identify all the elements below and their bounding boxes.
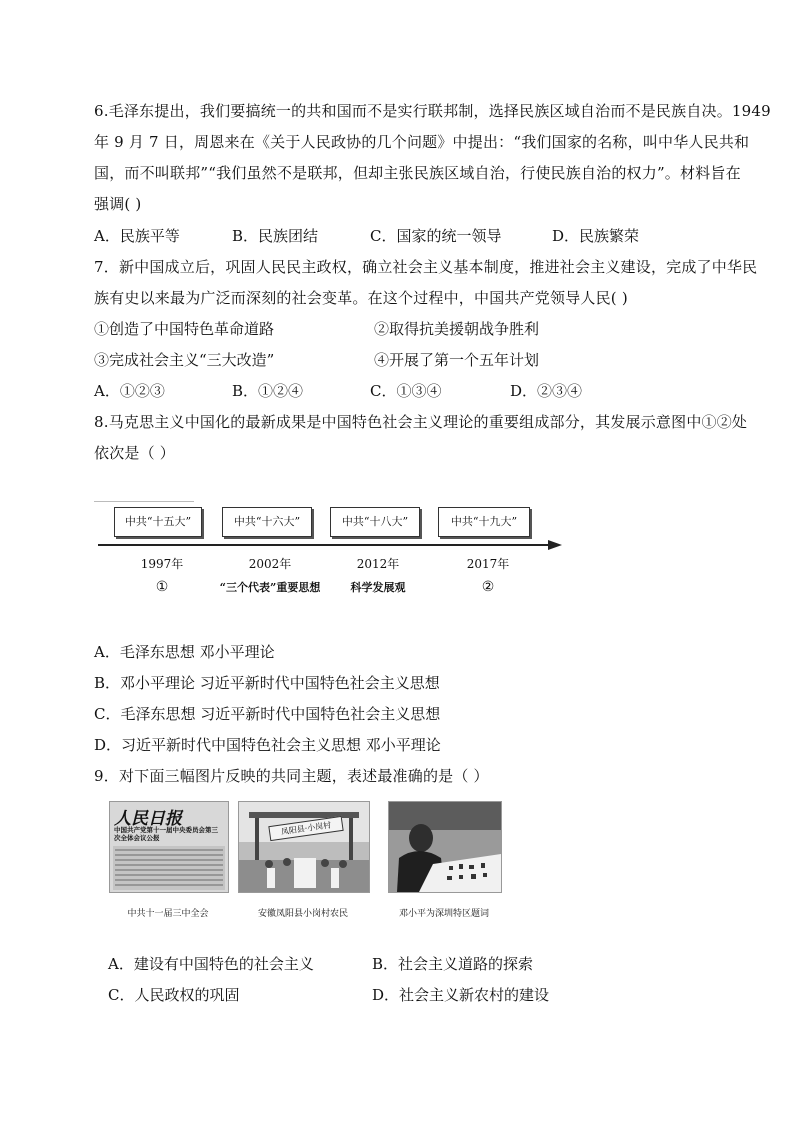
- q6-option-b: B．民族团结: [232, 227, 319, 245]
- q6-line-2: 年 9 月 7 日，周恩来在《关于人民政协的几个问题》中提出：“我们国家的名称，叫中华人民共和: [94, 133, 750, 151]
- q8-line-1: 8.马克思主义中国化的最新成果是中国特色社会主义理论的重要组成部分，其发展示意图中①②处: [94, 413, 748, 431]
- caption-photo-1: 中共十一届三中全会: [127, 909, 209, 919]
- q6-line-3: 国，而不叫联邦”“我们虽然不是联邦，但却主张民族区域自治，行使民族自治的权力”。材料旨在: [94, 164, 741, 182]
- photo-deng-calligraphy: [388, 801, 502, 893]
- q7-option-b: B．①②④: [232, 382, 304, 400]
- q8-line-2: 依次是（ ）: [94, 444, 175, 462]
- q7-item-3: ③完成社会主义“三大改造”: [94, 351, 275, 369]
- newspaper-headline: 中国共产党第十一届中央委员会第三次全体会议公报: [114, 826, 218, 842]
- q9-line-1: 9．对下面三幅图片反映的共同主题，表述最准确的是（ ）: [94, 767, 489, 785]
- timeline-axis-arrow: [92, 537, 572, 553]
- timeline-year-2017: 2017年: [466, 557, 510, 571]
- q8-option-c: C．毛泽东思想 习近平新时代中国特色社会主义思想: [94, 705, 441, 723]
- q8-option-b: B．邓小平理论 习近平新时代中国特色社会主义思想: [94, 674, 440, 692]
- village-scene: [239, 802, 369, 892]
- q8-option-d: D．习近平新时代中国特色社会主义思想 邓小平理论: [94, 736, 441, 754]
- timeline-blank-2: ②: [481, 579, 495, 595]
- q8-option-a: A．毛泽东思想 邓小平理论: [94, 643, 275, 661]
- timeline-top-rule: [94, 501, 194, 502]
- q9-option-c: C．人民政权的巩固: [108, 986, 240, 1004]
- timeline-blank-1: ①: [155, 579, 169, 595]
- caption-photo-2: 安徽凤阳县小岗村农民: [257, 909, 348, 919]
- timeline-box-18th: 中共“十八大”: [330, 507, 420, 537]
- timeline-year-2002: 2002年: [248, 557, 292, 571]
- q7-line-2: 族有史以来最为广泛而深刻的社会变革。在这个过程中，中国共产党领导人民( ): [94, 289, 628, 307]
- q7-item-2: ②取得抗美援朝战争胜利: [374, 320, 540, 338]
- q7-item-4: ④开展了第一个五年计划: [374, 351, 540, 369]
- q7-item-1: ①创造了中国特色革命道路: [94, 320, 275, 338]
- newspaper-body-texture: [113, 846, 225, 890]
- q6-option-a: A．民族平等: [94, 227, 180, 245]
- timeline-sub-three-represents: “三个代表”重要思想: [219, 581, 321, 594]
- q7-option-a: A．①②③: [94, 382, 165, 400]
- q9-option-d: D．社会主义新农村的建设: [372, 986, 550, 1004]
- q6-line-1: 6.毛泽东提出，我们要搞统一的共和国而不是实行联邦制，选择民族区域自治而不是民族自决。1949: [94, 102, 771, 120]
- timeline-box-16th: 中共“十六大”: [222, 507, 312, 537]
- q7-option-c: C．①③④: [370, 382, 442, 400]
- timeline-year-1997: 1997年: [140, 557, 184, 571]
- timeline-sub-scientific-outlook: 科学发展观: [350, 581, 406, 594]
- caption-photo-3: 邓小平为深圳特区题词: [398, 909, 489, 919]
- timeline-box-19th: 中共“十九大”: [438, 507, 530, 537]
- q6-option-d: D．民族繁荣: [552, 227, 640, 245]
- village-banner: 凤阳县·小岗村: [268, 816, 343, 841]
- q6-line-4: 强调( ): [94, 195, 142, 213]
- newspaper-masthead: 人民日报: [114, 809, 182, 829]
- q7-option-d: D．②③④: [510, 382, 583, 400]
- timeline-diagram: [92, 497, 572, 607]
- q6-option-c: C．国家的统一领导: [370, 227, 502, 245]
- q9-option-b: B．社会主义道路的探索: [372, 955, 534, 973]
- q7-line-1: 7．新中国成立后，巩固人民民主政权，确立社会主义基本制度，推进社会主义建设，完成了中华民: [94, 258, 758, 276]
- timeline-year-2012: 2012年: [356, 557, 400, 571]
- q9-option-a: A．建设有中国特色的社会主义: [108, 955, 314, 973]
- calligraphy-scene: [389, 802, 501, 892]
- photo-xiaogang-village: [238, 801, 370, 893]
- photo-newspaper: [109, 801, 229, 893]
- timeline-box-15th: 中共“十五大”: [114, 507, 202, 537]
